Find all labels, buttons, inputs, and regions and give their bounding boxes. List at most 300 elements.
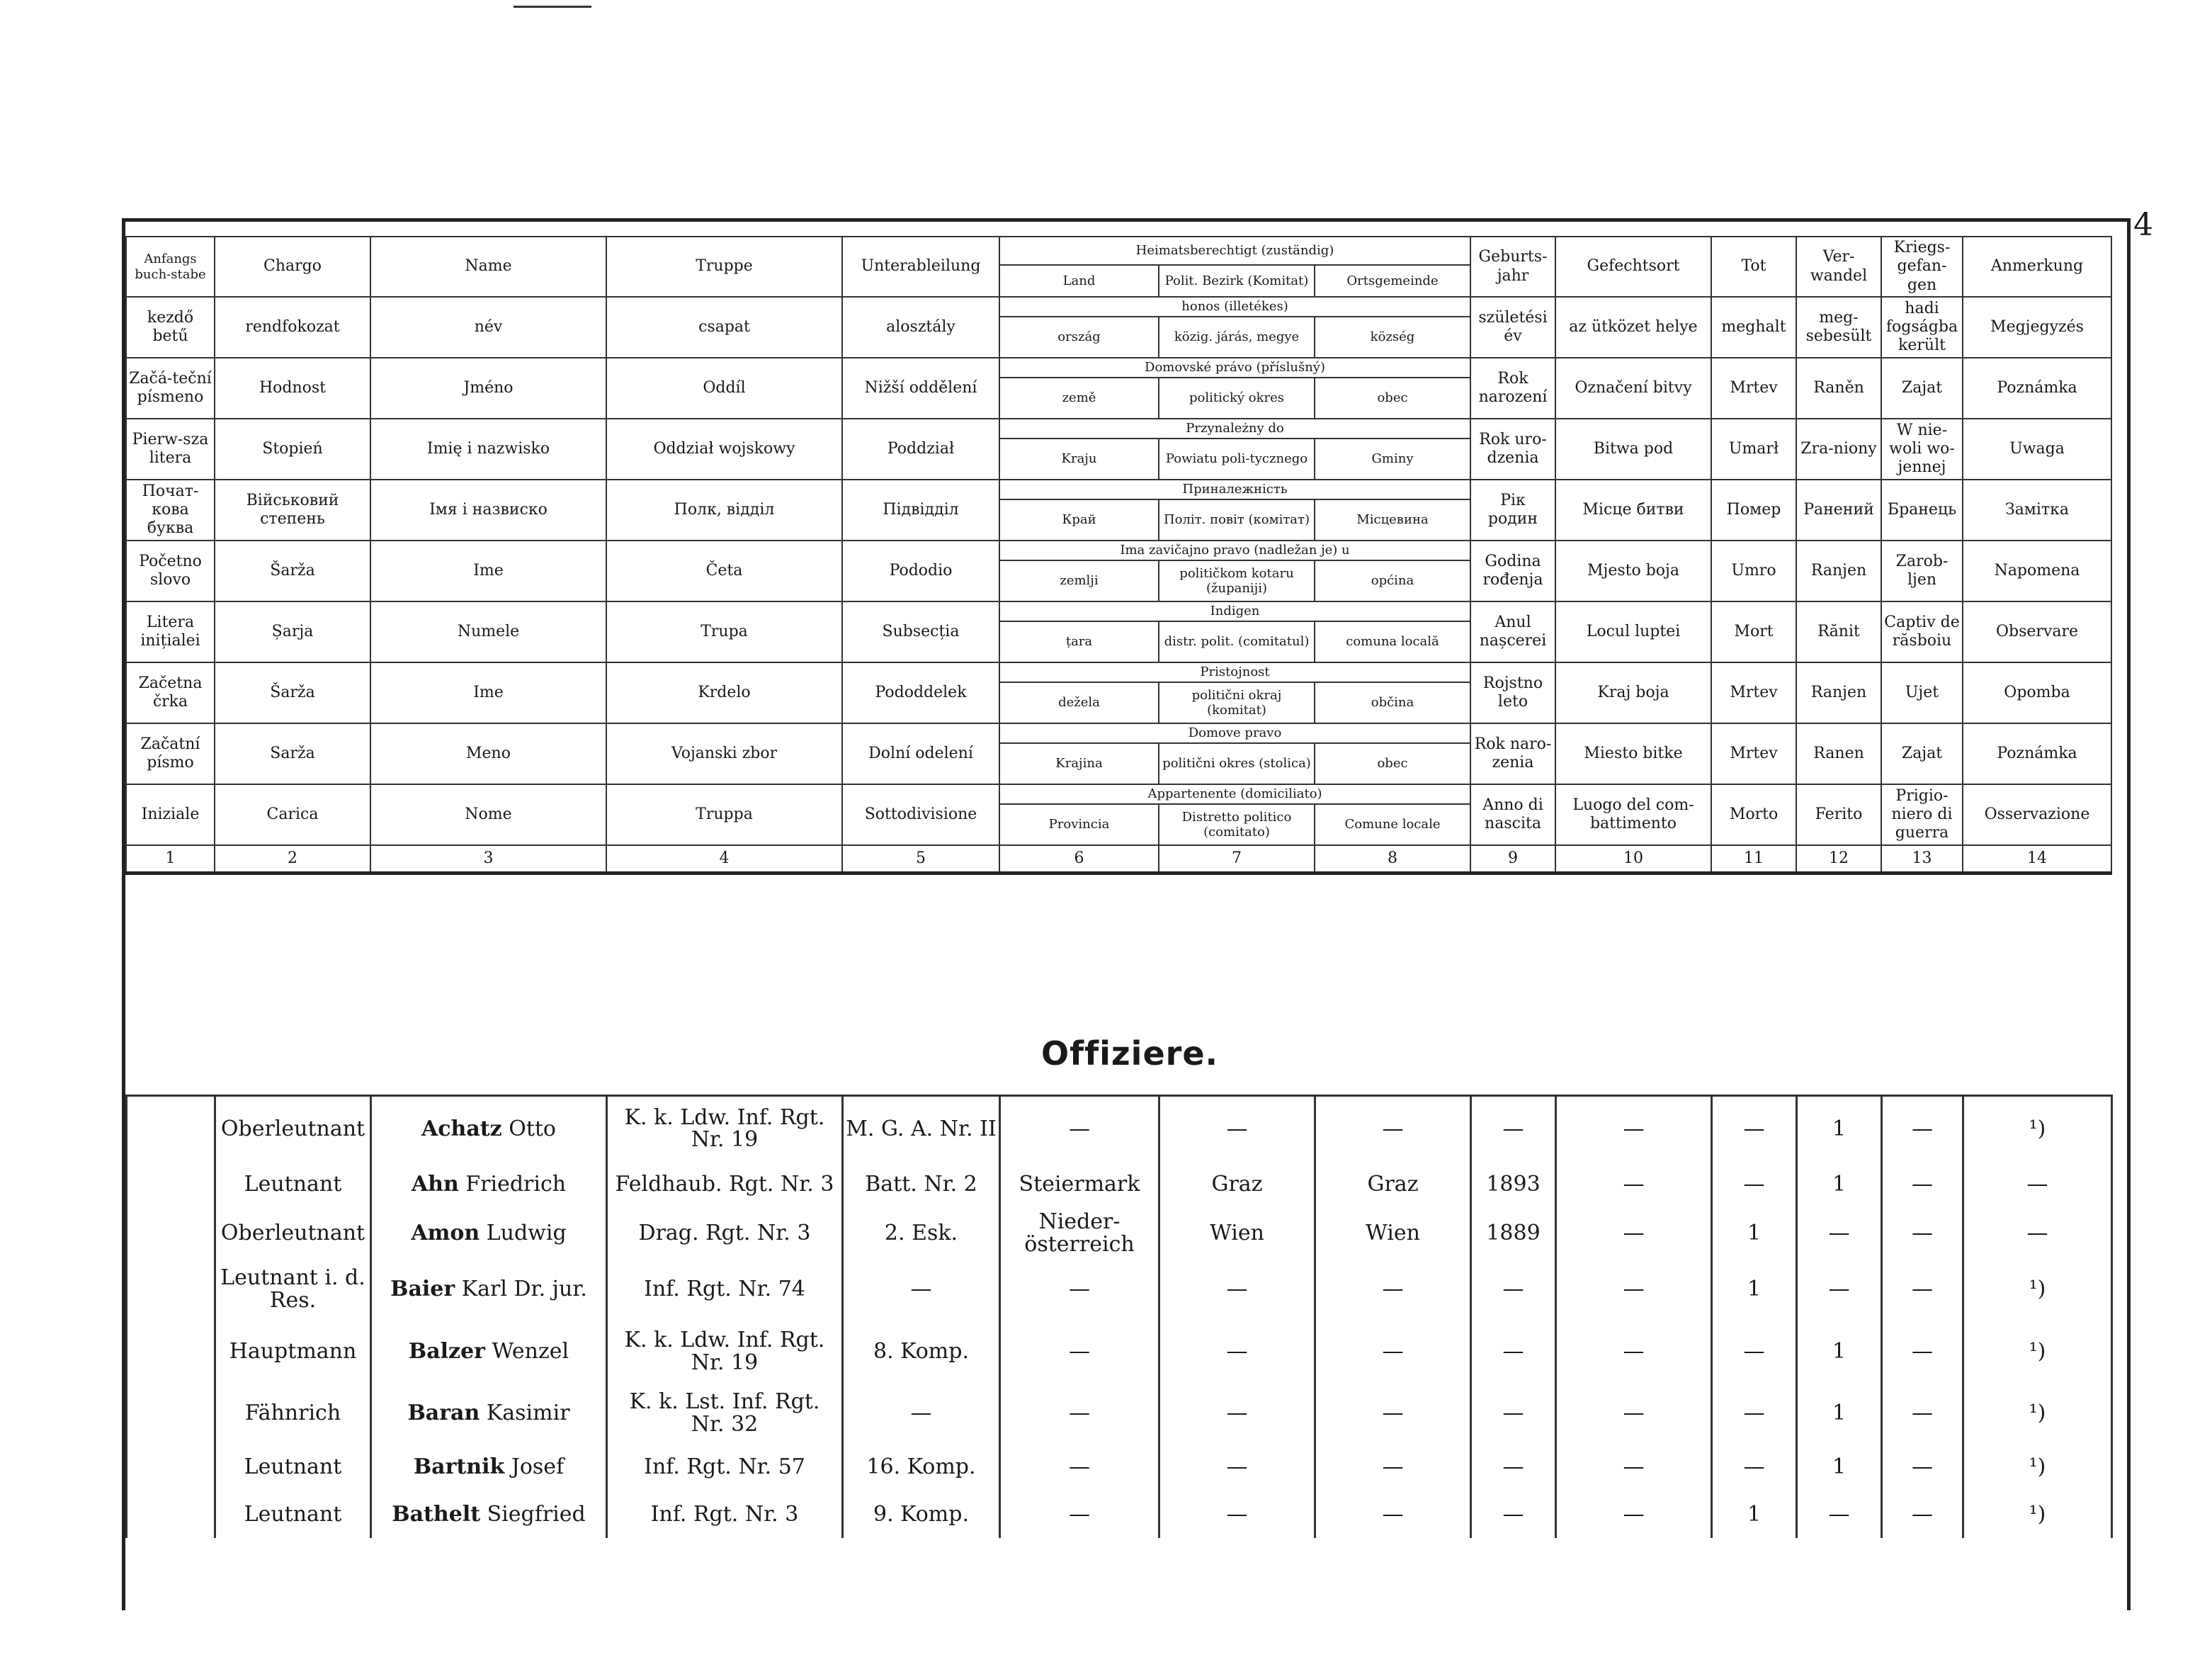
translation-c2: Hodnost xyxy=(215,358,370,419)
initial-cell xyxy=(127,1259,215,1320)
gef-cell: — xyxy=(1882,1259,1963,1320)
gemeinde-cell: — xyxy=(1315,1096,1471,1161)
header-col-1: Anfangs buch-stabe xyxy=(126,237,215,297)
tot-cell: — xyxy=(1712,1384,1797,1443)
translation-c1: Iniziale xyxy=(126,784,215,845)
charge-cell: Oberleutnant xyxy=(215,1208,371,1259)
translation-c2: Carica xyxy=(215,784,370,845)
gef-cell: — xyxy=(1882,1320,1963,1384)
translation-c1: Почат-кова буква xyxy=(126,480,215,541)
surname: Ahn xyxy=(411,1171,459,1197)
translation-c5: Dolní odelení xyxy=(842,723,999,784)
translation-c1: Početno slovo xyxy=(126,541,215,601)
translation-c9: Anno di nascita xyxy=(1470,784,1555,845)
translation-c6: țara xyxy=(999,621,1159,662)
anm-cell: ¹) xyxy=(1963,1384,2112,1443)
translation-c14: Opomba xyxy=(1963,662,2111,723)
translation-c9: Рік родин xyxy=(1470,480,1555,541)
header-translation-row xyxy=(126,297,2111,317)
given-name: Ludwig xyxy=(486,1220,567,1245)
charge-cell: Leutnant i. d. Res. xyxy=(215,1259,371,1320)
unter-cell: 16. Komp. xyxy=(843,1443,1000,1491)
anm-cell: — xyxy=(1963,1161,2112,1208)
officer-table xyxy=(125,1095,2113,1538)
translation-c14: Osservazione xyxy=(1963,784,2111,845)
bezirk-cell: — xyxy=(1159,1259,1315,1320)
officer-row xyxy=(127,1259,2112,1320)
officer-row xyxy=(127,1491,2112,1538)
translation-c4: Četa xyxy=(606,541,842,601)
gef-cell: — xyxy=(1882,1208,1963,1259)
translation-group: Domove pravo xyxy=(999,723,1470,743)
truppe-cell: K. k. Ldw. Inf. Rgt. Nr. 19 xyxy=(607,1096,843,1161)
officer-row xyxy=(127,1384,2112,1443)
verw-cell: 1 xyxy=(1797,1096,1882,1161)
tot-cell: — xyxy=(1712,1096,1797,1161)
tot-cell: 1 xyxy=(1712,1491,1797,1538)
name-cell xyxy=(371,1491,607,1538)
translation-c9: születési év xyxy=(1470,297,1555,358)
section-title: Offiziere. xyxy=(1041,1034,1218,1073)
surname: Amon xyxy=(411,1220,480,1245)
header-col-10: Gefechtsort xyxy=(1555,237,1711,297)
anm-cell: ¹) xyxy=(1963,1259,2112,1320)
translation-c8: comuna locală xyxy=(1315,621,1470,662)
land-cell: Nieder-österreich xyxy=(1000,1208,1159,1259)
translation-c11: Mrtev xyxy=(1711,723,1796,784)
charge-cell: Hauptmann xyxy=(215,1320,371,1384)
column-number: 2 xyxy=(215,845,370,874)
translation-c9: Godina rođenja xyxy=(1470,541,1555,601)
translation-c3: Imię i nazwisko xyxy=(370,419,606,480)
translation-c6: Край xyxy=(999,499,1159,541)
jahr-cell: — xyxy=(1471,1259,1556,1320)
translation-c2: rendfokozat xyxy=(215,297,370,358)
translation-c6: Kraju xyxy=(999,439,1159,480)
given-name: Otto xyxy=(509,1116,556,1141)
page-number: 4 xyxy=(2133,207,2153,243)
translation-c9: Rok uro-dzenia xyxy=(1470,419,1555,480)
translation-c10: Locul luptei xyxy=(1555,601,1711,662)
bezirk-cell: — xyxy=(1159,1320,1315,1384)
charge-cell: Fähnrich xyxy=(215,1384,371,1443)
header-translation-row xyxy=(126,480,2111,499)
gemeinde-cell: — xyxy=(1315,1320,1471,1384)
translation-c11: Mrtev xyxy=(1711,662,1796,723)
translation-c11: Mort xyxy=(1711,601,1796,662)
header-col-4: Truppe xyxy=(606,237,842,297)
gemeinde-cell: — xyxy=(1315,1259,1471,1320)
translation-c7: političkom kotaru (županiji) xyxy=(1159,560,1315,601)
translation-c10: Місце битви xyxy=(1555,480,1711,541)
translation-group: Przynależny do xyxy=(999,419,1470,439)
verw-cell: 1 xyxy=(1797,1384,1882,1443)
initial-cell xyxy=(127,1491,215,1538)
jahr-cell: — xyxy=(1471,1096,1556,1161)
gef-cell: — xyxy=(1882,1384,1963,1443)
unter-cell: 2. Esk. xyxy=(843,1208,1000,1259)
verw-cell: 1 xyxy=(1797,1443,1882,1491)
jahr-cell: 1893 xyxy=(1471,1161,1556,1208)
ort-cell: — xyxy=(1556,1259,1712,1320)
ort-cell: — xyxy=(1556,1096,1712,1161)
bezirk-cell: — xyxy=(1159,1384,1315,1443)
officer-row xyxy=(127,1320,2112,1384)
header-translation-row xyxy=(126,541,2111,560)
translation-c6: zemlji xyxy=(999,560,1159,601)
translation-c6: dežela xyxy=(999,682,1159,723)
ort-cell: — xyxy=(1556,1491,1712,1538)
translation-c13: Бранець xyxy=(1881,480,1963,541)
header-translation-row xyxy=(126,784,2111,804)
jahr-cell: — xyxy=(1471,1491,1556,1538)
anm-cell: ¹) xyxy=(1963,1491,2112,1538)
name-cell xyxy=(371,1096,607,1161)
column-number: 6 xyxy=(999,845,1159,874)
jahr-cell: — xyxy=(1471,1320,1556,1384)
scan-mark xyxy=(514,6,591,8)
header-row-german xyxy=(126,237,2111,265)
header-table xyxy=(125,236,2112,875)
header-translation-row xyxy=(126,358,2111,378)
unter-cell: — xyxy=(843,1384,1000,1443)
translation-c7: politický okres xyxy=(1159,378,1315,419)
gemeinde-cell: Graz xyxy=(1315,1161,1471,1208)
translation-group: Pristojnost xyxy=(999,662,1470,682)
column-number: 5 xyxy=(842,845,999,874)
tot-cell: — xyxy=(1712,1443,1797,1491)
column-number: 12 xyxy=(1796,845,1881,874)
translation-group: honos (illetékes) xyxy=(999,297,1470,317)
translation-c4: Oddział wojskowy xyxy=(606,419,842,480)
translation-c11: Umarł xyxy=(1711,419,1796,480)
translation-group: Domovské právo (příslušný) xyxy=(999,358,1470,378)
gemeinde-cell: — xyxy=(1315,1384,1471,1443)
gef-cell: — xyxy=(1882,1161,1963,1208)
unter-cell: — xyxy=(843,1259,1000,1320)
header-col-5: Unterableilung xyxy=(842,237,999,297)
gef-cell: — xyxy=(1882,1443,1963,1491)
land-cell: — xyxy=(1000,1259,1159,1320)
ort-cell: — xyxy=(1556,1384,1712,1443)
tot-cell: 1 xyxy=(1712,1208,1797,1259)
translation-c14: Poznámka xyxy=(1963,723,2111,784)
name-cell xyxy=(371,1208,607,1259)
translation-c1: kezdő betű xyxy=(126,297,215,358)
translation-c10: Mjesto boja xyxy=(1555,541,1711,601)
translation-c2: Військовий степень xyxy=(215,480,370,541)
translation-group: Appartenente (domiciliato) xyxy=(999,784,1470,804)
gef-cell: — xyxy=(1882,1096,1963,1161)
translation-c5: alosztály xyxy=(842,297,999,358)
surname: Baier xyxy=(390,1276,455,1301)
given-name: Siegfried xyxy=(487,1501,586,1527)
surname: Balzer xyxy=(408,1338,485,1364)
translation-c14: Uwaga xyxy=(1963,419,2111,480)
translation-c1: Pierw-sza litera xyxy=(126,419,215,480)
surname: Baran xyxy=(407,1400,480,1425)
header-col-2: Chargo xyxy=(215,237,370,297)
name-cell xyxy=(371,1259,607,1320)
header-col-3: Name xyxy=(370,237,606,297)
column-number: 10 xyxy=(1555,845,1711,874)
column-number: 4 xyxy=(606,845,842,874)
officer-row xyxy=(127,1096,2112,1161)
column-number: 1 xyxy=(126,845,215,874)
header-sub-6: Land xyxy=(999,265,1159,297)
translation-c8: općina xyxy=(1315,560,1470,601)
jahr-cell: 1889 xyxy=(1471,1208,1556,1259)
initial-cell xyxy=(127,1443,215,1491)
translation-c12: Raněn xyxy=(1796,358,1881,419)
header-translation-row xyxy=(126,662,2111,682)
translation-c4: Truppa xyxy=(606,784,842,845)
translation-c5: Sottodivisione xyxy=(842,784,999,845)
verw-cell: — xyxy=(1797,1208,1882,1259)
unter-cell: 9. Komp. xyxy=(843,1491,1000,1538)
translation-c7: közig. járás, megye xyxy=(1159,317,1315,358)
initial-cell xyxy=(127,1096,215,1161)
land-cell: — xyxy=(1000,1384,1159,1443)
translation-c3: név xyxy=(370,297,606,358)
ort-cell: — xyxy=(1556,1208,1712,1259)
translation-group: Приналежність xyxy=(999,480,1470,499)
translation-c6: země xyxy=(999,378,1159,419)
name-cell xyxy=(371,1320,607,1384)
translation-c12: Ranen xyxy=(1796,723,1881,784)
truppe-cell: K. k. Ldw. Inf. Rgt. Nr. 19 xyxy=(607,1320,843,1384)
officer-row xyxy=(127,1443,2112,1491)
translation-c3: Jméno xyxy=(370,358,606,419)
verw-cell: 1 xyxy=(1797,1320,1882,1384)
translation-c13: Zajat xyxy=(1881,358,1963,419)
translation-c6: Krajina xyxy=(999,743,1159,784)
charge-cell: Leutnant xyxy=(215,1161,371,1208)
translation-c4: Полк, відділ xyxy=(606,480,842,541)
translation-c2: Șarja xyxy=(215,601,370,662)
jahr-cell: — xyxy=(1471,1384,1556,1443)
land-cell: — xyxy=(1000,1096,1159,1161)
translation-c11: Mrtev xyxy=(1711,358,1796,419)
translation-c3: Meno xyxy=(370,723,606,784)
translation-c5: Subsecția xyxy=(842,601,999,662)
verw-cell: 1 xyxy=(1797,1161,1882,1208)
translation-c6: Provincia xyxy=(999,804,1159,845)
truppe-cell: Drag. Rgt. Nr. 3 xyxy=(607,1208,843,1259)
charge-cell: Leutnant xyxy=(215,1491,371,1538)
given-name: Karl Dr. jur. xyxy=(461,1276,587,1301)
translation-c13: Zarob-ljen xyxy=(1881,541,1963,601)
translation-c4: Krdelo xyxy=(606,662,842,723)
jahr-cell: — xyxy=(1471,1443,1556,1491)
translation-c12: Ranjen xyxy=(1796,662,1881,723)
ort-cell: — xyxy=(1556,1443,1712,1491)
translation-c14: Megjegyzés xyxy=(1963,297,2111,358)
given-name: Friedrich xyxy=(465,1171,567,1197)
verw-cell: — xyxy=(1797,1491,1882,1538)
column-number: 8 xyxy=(1315,845,1470,874)
translation-c9: Rojstno leto xyxy=(1470,662,1555,723)
translation-c2: Stopień xyxy=(215,419,370,480)
column-number: 7 xyxy=(1159,845,1315,874)
translation-c1: Začá-teční písmeno xyxy=(126,358,215,419)
translation-c12: Ранений xyxy=(1796,480,1881,541)
translation-c9: Anul nașcerei xyxy=(1470,601,1555,662)
gef-cell: — xyxy=(1882,1491,1963,1538)
column-number: 13 xyxy=(1881,845,1963,874)
anm-cell: — xyxy=(1963,1208,2112,1259)
translation-c5: Poddział xyxy=(842,419,999,480)
header-translation-row xyxy=(126,601,2111,621)
translation-c14: Napomena xyxy=(1963,541,2111,601)
translation-c1: Začatní písmo xyxy=(126,723,215,784)
land-cell: — xyxy=(1000,1320,1159,1384)
name-cell xyxy=(371,1443,607,1491)
charge-cell: Oberleutnant xyxy=(215,1096,371,1161)
translation-c1: Litera inițialei xyxy=(126,601,215,662)
header-translation-row xyxy=(126,419,2111,439)
gemeinde-cell: Wien xyxy=(1315,1208,1471,1259)
translation-c10: az ütközet helye xyxy=(1555,297,1711,358)
initial-cell xyxy=(127,1208,215,1259)
translation-c8: Gminy xyxy=(1315,439,1470,480)
translation-c5: Pododio xyxy=(842,541,999,601)
translation-c3: Nome xyxy=(370,784,606,845)
translation-c10: Luogo del com-battimento xyxy=(1555,784,1711,845)
header-col-12: Ver-wandel xyxy=(1796,237,1881,297)
truppe-cell: Feldhaub. Rgt. Nr. 3 xyxy=(607,1161,843,1208)
name-cell xyxy=(371,1384,607,1443)
anm-cell: ¹) xyxy=(1963,1443,2112,1491)
translation-c4: csapat xyxy=(606,297,842,358)
translation-c5: Підвідділ xyxy=(842,480,999,541)
translation-c7: Distretto politico (comitato) xyxy=(1159,804,1315,845)
translation-c8: község xyxy=(1315,317,1470,358)
officer-row xyxy=(127,1208,2112,1259)
translation-c4: Vojanski zbor xyxy=(606,723,842,784)
translation-c12: Rănit xyxy=(1796,601,1881,662)
translation-c10: Bitwa pod xyxy=(1555,419,1711,480)
anm-cell: ¹) xyxy=(1963,1096,2112,1161)
translation-c3: Numele xyxy=(370,601,606,662)
translation-c7: politični okraj (komitat) xyxy=(1159,682,1315,723)
column-number: 11 xyxy=(1711,845,1796,874)
bezirk-cell: Graz xyxy=(1159,1161,1315,1208)
translation-c11: Morto xyxy=(1711,784,1796,845)
surname: Bathelt xyxy=(392,1501,481,1527)
translation-c11: Помер xyxy=(1711,480,1796,541)
given-name: Wenzel xyxy=(492,1338,569,1364)
unter-cell: 8. Komp. xyxy=(843,1320,1000,1384)
translation-c5: Nižší oddělení xyxy=(842,358,999,419)
translation-c7: distr. polit. (comitatul) xyxy=(1159,621,1315,662)
translation-c12: Ferito xyxy=(1796,784,1881,845)
truppe-cell: K. k. Lst. Inf. Rgt. Nr. 32 xyxy=(607,1384,843,1443)
translation-c2: Šarža xyxy=(215,662,370,723)
header-col-11: Tot xyxy=(1711,237,1796,297)
translation-c14: Poznámka xyxy=(1963,358,2111,419)
translation-c14: Observare xyxy=(1963,601,2111,662)
translation-c11: meghalt xyxy=(1711,297,1796,358)
column-number: 9 xyxy=(1470,845,1555,874)
officer-row xyxy=(127,1161,2112,1208)
surname: Achatz xyxy=(421,1116,502,1141)
initial-cell xyxy=(127,1161,215,1208)
surname: Bartnik xyxy=(413,1454,505,1479)
translation-c10: Kraj boja xyxy=(1555,662,1711,723)
translation-c8: obec xyxy=(1315,743,1470,784)
translation-c13: Zajat xyxy=(1881,723,1963,784)
translation-c3: Ime xyxy=(370,662,606,723)
charge-cell: Leutnant xyxy=(215,1443,371,1491)
translation-c12: Ranjen xyxy=(1796,541,1881,601)
translation-c2: Šarža xyxy=(215,541,370,601)
gemeinde-cell: — xyxy=(1315,1491,1471,1538)
translation-c3: Імя і назвиско xyxy=(370,480,606,541)
given-name: Kasimir xyxy=(486,1400,570,1425)
header-sub-7: Polit. Bezirk (Komitat) xyxy=(1159,265,1315,297)
unter-cell: M. G. A. Nr. II xyxy=(843,1096,1000,1161)
translation-c4: Oddíl xyxy=(606,358,842,419)
header-sub-8: Ortsgemeinde xyxy=(1315,265,1470,297)
translation-c1: Začetna črka xyxy=(126,662,215,723)
translation-c13: W nie-woli wo-jennej xyxy=(1881,419,1963,480)
translation-c8: Місцевина xyxy=(1315,499,1470,541)
translation-c13: Captiv de răsboiu xyxy=(1881,601,1963,662)
verw-cell: — xyxy=(1797,1259,1882,1320)
translation-c13: Prigio-niero di guerra xyxy=(1881,784,1963,845)
gemeinde-cell: — xyxy=(1315,1443,1471,1491)
translation-c8: Comune locale xyxy=(1315,804,1470,845)
name-cell xyxy=(371,1161,607,1208)
translation-group: Ima zavičajno pravo (nadležan je) u xyxy=(999,541,1470,560)
column-number: 14 xyxy=(1963,845,2111,874)
header-col-9: Geburts-jahr xyxy=(1470,237,1555,297)
bezirk-cell: — xyxy=(1159,1491,1315,1538)
translation-c11: Umro xyxy=(1711,541,1796,601)
translation-c10: Miesto bitke xyxy=(1555,723,1711,784)
truppe-cell: Inf. Rgt. Nr. 3 xyxy=(607,1491,843,1538)
truppe-cell: Inf. Rgt. Nr. 57 xyxy=(607,1443,843,1491)
land-cell: — xyxy=(1000,1443,1159,1491)
column-numbers-row xyxy=(126,845,2111,874)
translation-c7: Powiatu poli-tycznego xyxy=(1159,439,1315,480)
ort-cell: — xyxy=(1556,1161,1712,1208)
bezirk-cell: Wien xyxy=(1159,1208,1315,1259)
header-group-heimat: Heimatsberechtigt (zuständig) xyxy=(999,237,1470,265)
ort-cell: — xyxy=(1556,1320,1712,1384)
header-col-13: Kriegs-gefan-gen xyxy=(1881,237,1963,297)
translation-c13: Ujet xyxy=(1881,662,1963,723)
header-translation-row xyxy=(126,723,2111,743)
land-cell: Steiermark xyxy=(1000,1161,1159,1208)
translation-group: Indigen xyxy=(999,601,1470,621)
column-number: 3 xyxy=(370,845,606,874)
translation-c2: Sarža xyxy=(215,723,370,784)
tot-cell: — xyxy=(1712,1161,1797,1208)
translation-c8: obec xyxy=(1315,378,1470,419)
land-cell: — xyxy=(1000,1491,1159,1538)
translation-c5: Pododdelek xyxy=(842,662,999,723)
bezirk-cell: — xyxy=(1159,1443,1315,1491)
translation-c10: Označení bitvy xyxy=(1555,358,1711,419)
initial-cell xyxy=(127,1384,215,1443)
translation-c9: Rok naro-zenia xyxy=(1470,723,1555,784)
tot-cell: 1 xyxy=(1712,1259,1797,1320)
tot-cell: — xyxy=(1712,1320,1797,1384)
truppe-cell: Inf. Rgt. Nr. 74 xyxy=(607,1259,843,1320)
unter-cell: Batt. Nr. 2 xyxy=(843,1161,1000,1208)
